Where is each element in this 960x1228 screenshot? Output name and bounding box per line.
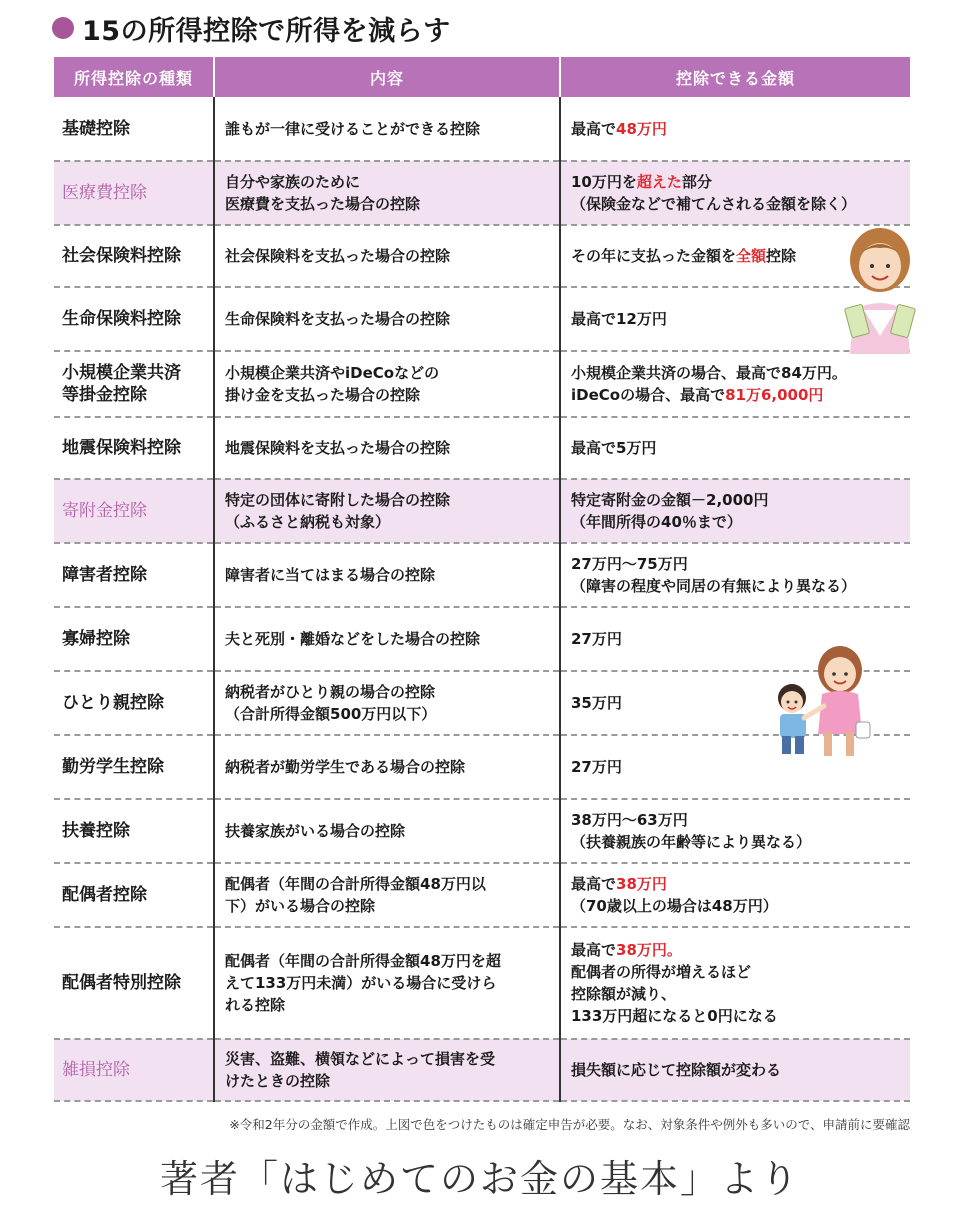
amount-text: iDeCoの場合、最高で (571, 386, 726, 404)
amount-line (571, 511, 902, 533)
deduction-name: 配偶者特別控除 (54, 927, 214, 1039)
deduction-description (214, 799, 560, 863)
header-content: 内容 (214, 57, 560, 97)
table-row (54, 417, 910, 479)
deduction-amount (560, 351, 910, 417)
amount-text: 最高で (571, 875, 617, 893)
deduction-description (214, 417, 560, 479)
amount-line (571, 939, 902, 961)
amount-highlight: 38万円。 (616, 941, 682, 959)
amount-text: 最高で5万円 (571, 439, 657, 457)
amount-text: 最高で (571, 119, 617, 138)
amount-text: 10万円を (571, 173, 637, 191)
amount-line (571, 362, 902, 384)
description-line: 地震保険料を支払った場合の控除 (225, 439, 451, 457)
description-line: 誰もが一律に受けることができる控除 (225, 119, 481, 138)
deduction-description (214, 607, 560, 671)
description-line: 配偶者（年間の合計所得金額48万円を超 (225, 952, 501, 970)
deduction-description (214, 225, 560, 287)
deduction-amount (560, 417, 910, 479)
deduction-amount (560, 927, 910, 1039)
deduction-amount (560, 543, 910, 607)
deduction-name-line: 小規模企業共済 (62, 363, 181, 383)
header-type: 所得控除の種類 (54, 57, 214, 97)
amount-line (571, 895, 902, 917)
amount-text: 27万円 (571, 758, 622, 776)
deduction-description (214, 97, 560, 161)
amount-text: 部分 (681, 173, 712, 191)
amount-line (571, 553, 902, 575)
amount-line (571, 983, 902, 1005)
bullet-dot-icon (52, 17, 74, 39)
deduction-description (214, 735, 560, 799)
amount-text: 38万円～63万円 (571, 811, 688, 829)
amount-text: 小規模企業共済の場合、最高で84万円。 (571, 364, 847, 382)
table-row (54, 863, 910, 927)
amount-text: （保険金などで補てんされる金額を除く） (571, 195, 857, 213)
deduction-name: 医療費控除 (54, 161, 214, 225)
deduction-description (214, 161, 560, 225)
amount-text: 27万円 (571, 630, 622, 648)
amount-line (571, 193, 902, 215)
amount-text: （年間所得の40％まで） (571, 513, 742, 531)
amount-text: 27万円～75万円 (571, 555, 688, 573)
amount-line (571, 1005, 902, 1027)
amount-highlight: 全額 (736, 247, 767, 265)
amount-text: 133万円超になると0円になる (571, 1007, 778, 1025)
deduction-description (214, 287, 560, 351)
deduction-name: 雑損控除 (54, 1039, 214, 1101)
description-line: 特定の団体に寄附した場合の控除 (225, 491, 451, 509)
amount-text: その年に支払った金額を (571, 247, 737, 265)
woman-with-money-illustration (842, 226, 918, 354)
deduction-name-line: 等掛金控除 (62, 385, 147, 405)
deduction-description (214, 351, 560, 417)
deduction-name: ひとり親控除 (54, 671, 214, 735)
amount-highlight: 81万6,000円 (725, 386, 824, 404)
description-line: （合計所得金額500万円以下） (225, 705, 437, 723)
deduction-name: 配偶者控除 (54, 863, 214, 927)
description-line: 納税者が勤労学生である場合の控除 (225, 758, 466, 776)
amount-line (571, 809, 902, 831)
amount-line (571, 384, 902, 406)
amount-text: （70歳以上の場合は48万円） (571, 897, 778, 915)
deduction-amount (560, 799, 910, 863)
deduction-name: 寡婦控除 (54, 607, 214, 671)
description-line: けたときの控除 (225, 1072, 331, 1090)
mother-and-child-illustration (768, 644, 878, 764)
deduction-table (54, 57, 910, 1102)
header-amount: 控除できる金額 (560, 57, 910, 97)
amount-line (571, 873, 902, 895)
description-line: 自分や家族のために (225, 173, 361, 191)
description-line: 災害、盗難、横領などによって損害を受 (225, 1050, 496, 1068)
amount-line (571, 118, 902, 140)
deduction-amount (560, 479, 910, 543)
description-line: えて133万円未満）がいる場合に受けら (225, 974, 497, 992)
amount-line (571, 1059, 902, 1081)
description-line: 社会保険料を支払った場合の控除 (225, 247, 451, 265)
amount-highlight: 38万円 (616, 875, 667, 893)
deduction-amount (560, 863, 910, 927)
amount-line (571, 437, 902, 459)
deduction-description (214, 863, 560, 927)
amount-text: 特定寄附金の金額－2,000円 (571, 491, 769, 509)
table-row (54, 543, 910, 607)
table-row (54, 161, 910, 225)
deduction-description (214, 543, 560, 607)
deduction-amount (560, 161, 910, 225)
table-row (54, 927, 910, 1039)
description-line: 納税者がひとり親の場合の控除 (225, 683, 436, 701)
amount-text: 最高で12万円 (571, 310, 667, 328)
description-line: 下）がいる場合の控除 (225, 897, 376, 915)
deduction-name: 生命保険料控除 (54, 287, 214, 351)
amount-text: 控除 (766, 247, 797, 265)
deduction-name: 障害者控除 (54, 543, 214, 607)
description-line: （ふるさと納税も対象） (225, 513, 391, 531)
description-line: 障害者に当てはまる場合の控除 (225, 566, 436, 584)
page-title-text: 15の所得控除で所得を減らす (82, 15, 451, 47)
amount-text: 配偶者の所得が増えるほど (571, 963, 752, 981)
description-line: 配偶者（年間の合計所得金額48万円以 (225, 875, 486, 893)
amount-line (571, 961, 902, 983)
deduction-name: 基礎控除 (54, 97, 214, 161)
amount-line (571, 489, 902, 511)
amount-highlight: 超えた (636, 173, 682, 191)
deduction-description (214, 479, 560, 543)
table-row (54, 479, 910, 543)
source-credit: 著者「はじめてのお金の基本」より (159, 1157, 800, 1201)
deduction-name: 扶養控除 (54, 799, 214, 863)
description-line: れる控除 (225, 996, 286, 1014)
table-row (54, 225, 910, 287)
amount-line (571, 171, 902, 193)
deduction-amount (560, 1039, 910, 1101)
description-line: 夫と死別・離婚などをした場合の控除 (225, 630, 481, 648)
deduction-description (214, 927, 560, 1039)
amount-text: 最高で (571, 941, 617, 959)
description-line: 掛け金を支払った場合の控除 (225, 386, 421, 404)
table-row (54, 351, 910, 417)
amount-text: 35万円 (571, 694, 622, 712)
footnote: ※令和2年分の金額で作成。上図で色をつけたものは確定申告が必要。なお、対象条件や例外も多いので、申請前に要確認 (229, 1117, 910, 1132)
description-line: 生命保険料を支払った場合の控除 (225, 310, 451, 328)
deduction-name: 勤労学生控除 (54, 735, 214, 799)
page-title (52, 8, 451, 48)
deduction-name: 社会保険料控除 (54, 225, 214, 287)
amount-line (571, 575, 902, 597)
table-row (54, 287, 910, 351)
description-line: 医療費を支払った場合の控除 (225, 195, 421, 213)
table-row (54, 97, 910, 161)
amount-text: （扶養親族の年齢等により異なる） (571, 833, 812, 851)
amount-line (571, 831, 902, 853)
deduction-name: 寄附金控除 (54, 479, 214, 543)
table-row (54, 1039, 910, 1101)
deduction-description (214, 1039, 560, 1101)
description-line: 扶養家族がいる場合の控除 (225, 822, 406, 840)
amount-text: （障害の程度や同居の有無により異なる） (571, 577, 857, 595)
amount-text: 損失額に応じて控除額が変わる (571, 1061, 782, 1079)
amount-text: 控除額が減り、 (571, 985, 677, 1003)
deduction-name: 地震保険料控除 (54, 417, 214, 479)
description-line: 小規模企業共済やiDeCoなどの (225, 364, 440, 382)
amount-highlight: 48万円 (616, 119, 667, 138)
table-header-row (54, 57, 910, 97)
deduction-amount (560, 97, 910, 161)
deduction-description (214, 671, 560, 735)
table-row (54, 799, 910, 863)
deduction-name (54, 351, 214, 417)
